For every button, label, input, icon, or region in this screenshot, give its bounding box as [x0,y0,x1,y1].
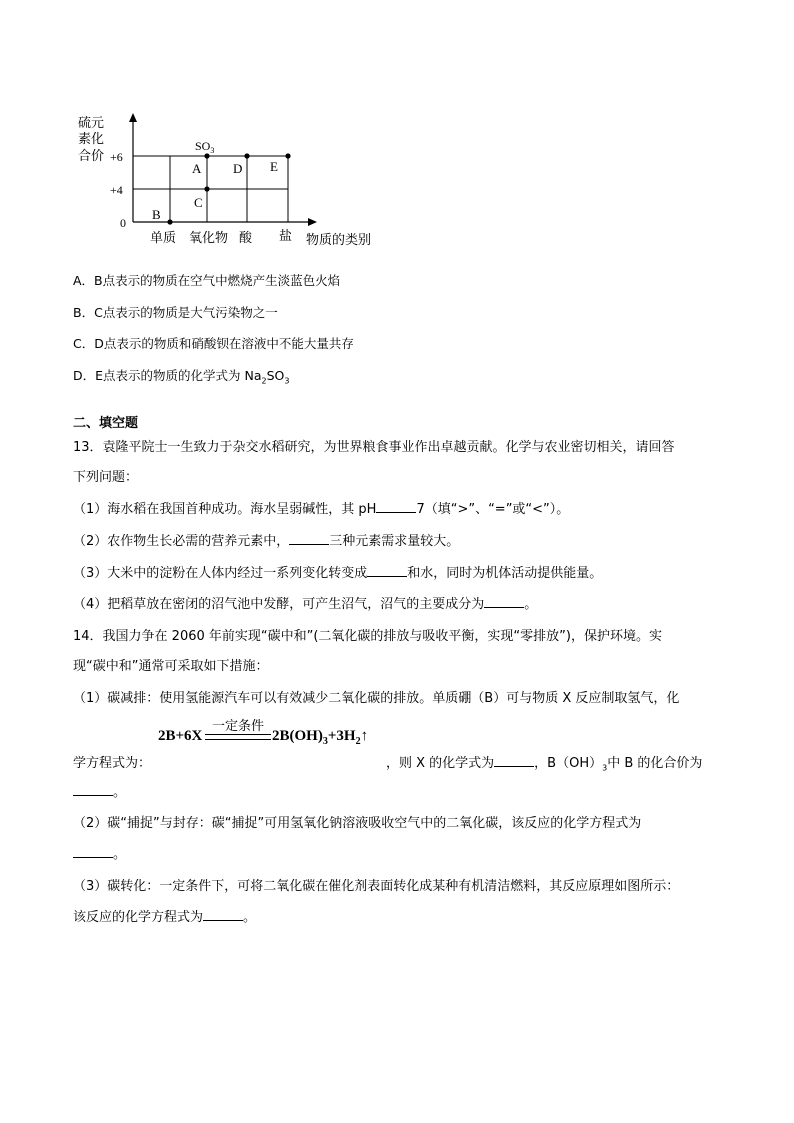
y-axis-title-line: 合价 [78,148,105,163]
q13-part-3-text: （3）大米中的淀粉在人体内经过一系列变化转变成 [73,566,368,581]
equation-equals [205,734,271,740]
answer-blank[interactable] [73,783,113,796]
point-label-e: E [270,159,278,174]
q13-part-4-text: （4）把稻草放在密闭的沼气池中发酵，可产生沼气，沼气的主要成分为 [73,597,485,612]
x-axis-arrow [308,218,317,226]
q13-part-3-text: 和水，同时为机体活动提供能量。 [407,566,603,581]
answer-blank[interactable] [484,595,524,608]
q13-part-2-text: （2）农作物生长必需的营养元素中， [73,534,290,549]
q13-part-2-text: 三种元素需求量较大。 [329,534,460,549]
q13-part-3 [73,562,602,581]
x-tick-label: 氧化物 [189,230,229,245]
equation-condition: 一定条件 [211,719,264,734]
answer-blank[interactable] [203,908,243,921]
q13-part-1-text: 7（填“>”、“=”或“<”）。 [416,502,570,517]
q13-part-4 [73,593,537,612]
option-d-text: D．E点表示的物质的化学式为 Na [73,368,262,383]
answer-blank[interactable] [376,500,416,513]
q14-part-3-text: 。 [243,910,257,925]
subscript: 3 [284,376,290,386]
q14-part-1-line: （1）碳减排：使用氢能源汽车可以有效减少二氧化碳的排放。单质硼（B）可与物质 X 反应制取氢气，化 [73,691,680,706]
answer-blank[interactable] [73,845,113,858]
point-label-so3: $SO_3$ [195,139,215,155]
equation-right-text: 2B(OH) [272,728,323,744]
data-point-e [285,153,290,158]
y-tick-label: +6 [110,150,123,164]
q14-part-1-text: ，则 X 的化学式为 [386,756,495,771]
q13-stem-line: 下列问题： [73,470,139,485]
section-title: 二、填空题 [73,416,139,431]
data-point-b [167,219,172,224]
q13-part-2 [73,530,459,549]
q14-part-3-text: 该反应的化学方程式为 [73,910,204,925]
x-tick-label: 盐 [279,228,293,243]
q14-part-2-line [73,843,126,862]
equation-left: 2B+6X [158,728,203,744]
y-axis-title-line: 素化 [78,131,105,146]
subscript: 3 [602,763,608,773]
q14-part-1-text: ，B（OH） [534,756,603,771]
q13-part-1-text: （1）海水稻在我国首种成功。海水呈弱碱性，其 pH [73,502,377,517]
point-label-a: A [192,161,202,176]
q13-stem-line: 13．袁隆平院士一生致力于杂交水稻研究，为世界粮食事业作出卓越贡献。化学与农业密切相关，请回答 [73,440,675,455]
q14-part-3-line [73,906,256,925]
q14-stem-line: 14．我国力争在 2060 年前实现“碳中和”(二氧化碳的排放与吸收平衡，实现“零排放”)，保护环境。实 [73,629,662,644]
q14-part-1-text: 。 [113,785,127,800]
x-tick-label: 酸 [239,230,253,245]
point-label-d: D [233,161,243,176]
option-b: B．C点表示的物质是大气污染物之一 [73,305,278,320]
y-tick-label: +4 [110,183,123,197]
data-point-c [204,186,209,191]
option-a: A．B点表示的物质在空气中燃烧产生淡蓝色火焰 [73,273,341,288]
y-axis-arrow [129,113,137,122]
subscript: 2 [261,376,267,386]
sulfur-valence-chart [70,110,400,255]
x-tick-label: 单质 [150,230,177,245]
q14-part-1-line [386,752,702,773]
gas-arrow-icon: ↑ [360,728,369,744]
answer-blank[interactable] [494,754,534,767]
q14-part-1-line: 学方程式为： [73,756,152,771]
y-tick-label: 0 [120,216,126,230]
option-d [73,366,289,386]
q14-part-3-line: （3）碳转化：一定条件下，可将二氧化碳在催化剂表面转化成某种有机清洁燃料，其反应原理如图所示： [73,879,680,894]
subscript: 3 [322,736,328,747]
subscript: 2 [355,736,361,747]
equation-right-text: +3H [327,728,356,744]
data-point-a [204,153,209,158]
q13-part-1 [73,498,569,517]
x-axis-title: 物质的类别 [306,232,372,247]
q14-part-2-text: 。 [113,847,127,862]
q14-part-2-line: （2）碳“捕捉”与封存：碳“捕捉”可用氢氧化钠溶液吸收空气中的二氧化碳，该反应的化学方程式为 [73,816,642,831]
formula-text: SO [266,368,285,383]
option-c: C．D点表示的物质和硝酸钡在溶液中不能大量共存 [73,336,354,351]
point-label-c: C [194,195,203,210]
point-label-b: B [152,207,161,222]
data-point-d [244,153,249,158]
q14-stem-line: 现“碳中和”通常可采取如下措施： [73,659,269,674]
q14-part-1-text: 中 B 的化合价为 [607,756,703,771]
q14-part-1-line [73,781,126,800]
y-axis-title-line: 硫元 [78,115,105,130]
answer-blank[interactable] [367,564,407,577]
equation-right [272,728,368,747]
q13-part-4-text: 。 [524,597,538,612]
answer-blank[interactable] [289,532,329,545]
